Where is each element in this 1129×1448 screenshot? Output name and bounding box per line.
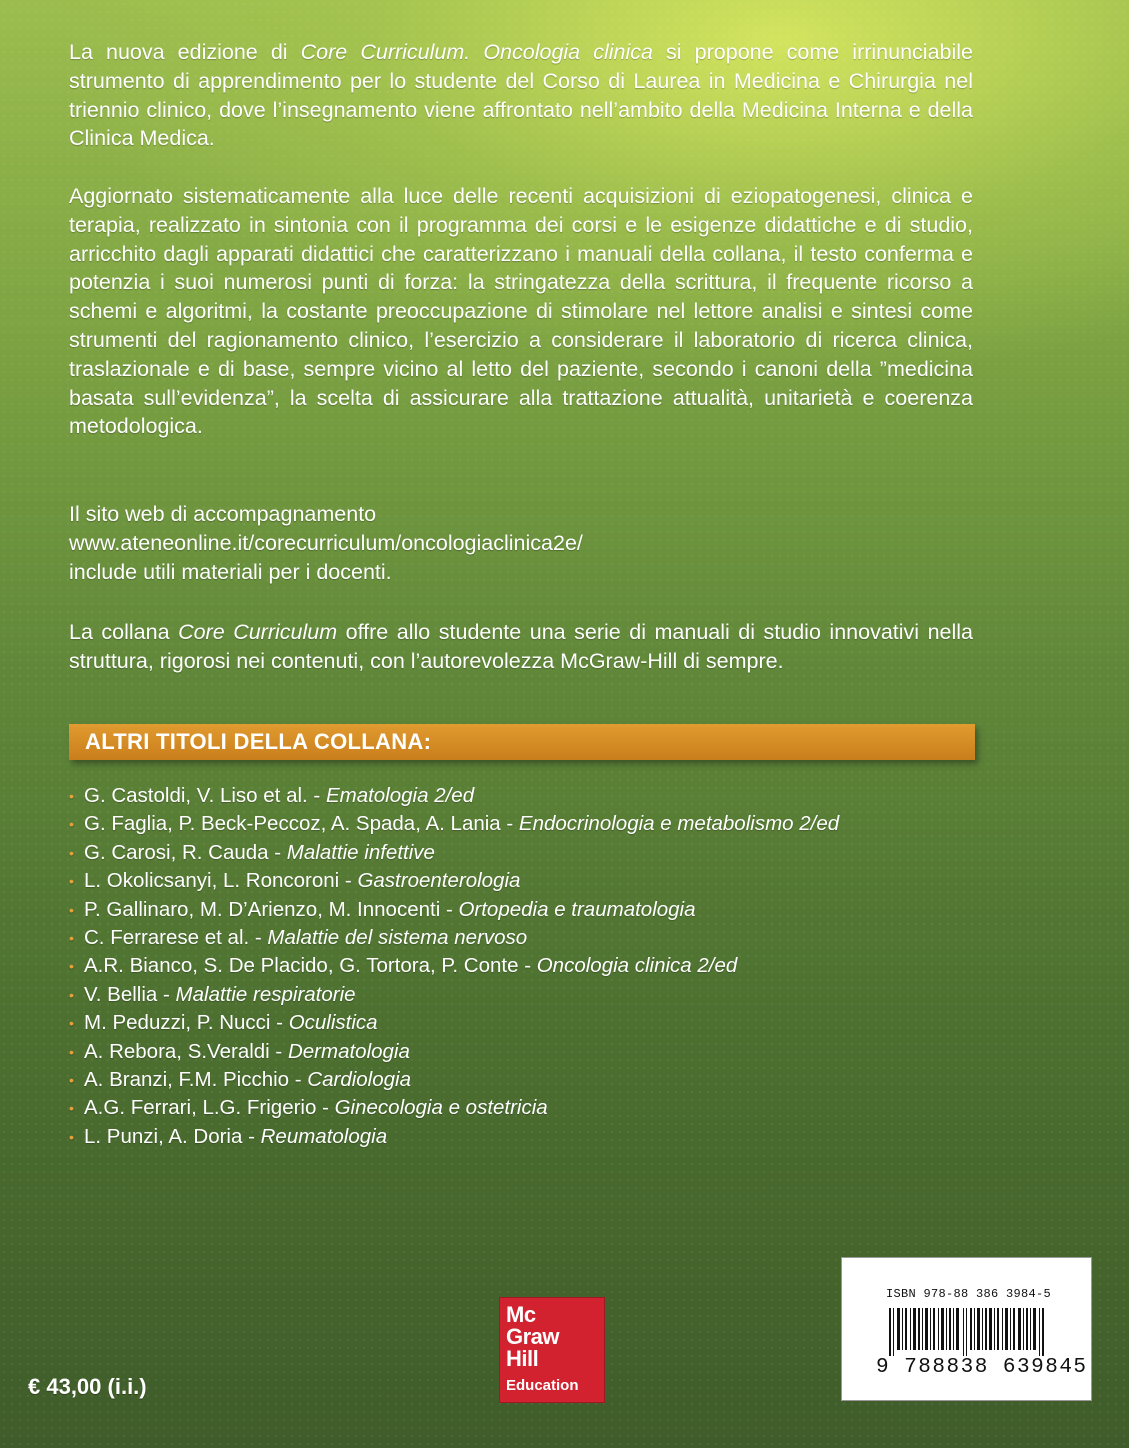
title-authors: M. Peduzzi, P. Nucci - xyxy=(84,1011,289,1035)
website-url: www.ateneonline.it/corecurriculum/oncologiaclinica2e/ xyxy=(69,530,583,555)
title-name: Malattie del sistema nervoso xyxy=(267,925,528,949)
website-paragraph xyxy=(69,500,973,586)
title-authors: G. Carosi, R. Cauda - xyxy=(84,840,287,864)
other-titles-banner xyxy=(69,724,975,760)
bullet-icon: • xyxy=(69,986,74,1003)
title-authors: G. Faglia, P. Beck-Peccoz, A. Spada, A. Lania - xyxy=(84,812,519,836)
title-name: Oculistica xyxy=(288,1011,378,1035)
title-name: Gastroenterologia xyxy=(357,869,521,893)
list-item xyxy=(69,1123,839,1151)
series-paragraph xyxy=(69,618,973,676)
title-authors: L. Punzi, A. Doria - xyxy=(84,1124,261,1148)
series-name-italic: Core Curriculum xyxy=(178,620,338,644)
bullet-icon: • xyxy=(69,1071,74,1088)
list-item xyxy=(69,839,839,867)
bullet-icon: • xyxy=(69,901,74,918)
title-authors: A.R. Bianco, S. De Placido, G. Tortora, P. Conte - xyxy=(84,954,537,978)
title-name: Dermatologia xyxy=(287,1039,410,1063)
book-title-italic: Core Curriculum. Oncologia clinica xyxy=(300,40,653,64)
website-note: include utili materiali per i docenti. xyxy=(69,559,392,584)
title-authors: A. Rebora, S.Veraldi - xyxy=(84,1039,288,1063)
list-item xyxy=(69,867,839,895)
list-item xyxy=(69,952,839,980)
list-item xyxy=(69,1066,839,1094)
intro-text: si propone come irrinunciabile strumento di apprendimento per lo studente del Corso di Laurea in Medicina e Chirurgia nel triennio clinico, dove l’insegnamento viene affrontato nell’ambito della Medicina Interna e della Clinica Medica. xyxy=(69,40,973,151)
title-name: Malattie respiratorie xyxy=(175,982,356,1006)
list-item xyxy=(69,896,839,924)
title-name: Endocrinologia e metabolismo 2/ed xyxy=(518,812,840,836)
bullet-icon: • xyxy=(69,788,74,804)
title-name: Ematologia 2/ed xyxy=(325,784,475,807)
intro-paragraph-2: Aggiornato sistematicamente alla luce delle recenti acquisizioni di eziopatogenesi, clinica e terapia, realizzato in sintonia con il programma dei corsi e le esigenze didattiche e di studio, arricchito dagli apparati didattici che caratterizzano i manuali della collana, il testo conferma e potenzia i suoi numerosi punti di forza: la stringatezza della scrittura, il frequente ricorso a schemi e algoritmi, la costante preoccupazione di stimolare nel lettore analisi e sintesi come strumenti del ragionamento clinico, l’esercizio a considerare il laboratorio di ricerca clinica, traslazionale e di base, sempre vicino al letto del paziente, secondo i canoni della ”medicina basata sull’evidenza”, la scelta di assicurare alla trattazione attualità, unitarietà e coerenza metodologica. xyxy=(69,184,973,439)
bullet-icon: • xyxy=(69,873,74,890)
list-item xyxy=(69,981,839,1009)
barcode-panel xyxy=(841,1257,1092,1401)
title-name: Malattie infettive xyxy=(286,840,435,864)
title-authors: A. Branzi, F.M. Picchio - xyxy=(84,1067,308,1091)
ean-number: 9 788838 639845 xyxy=(876,1356,1088,1379)
bullet-icon: • xyxy=(69,1128,74,1145)
title-name: Ginecologia e ostetricia xyxy=(334,1096,548,1120)
logo-line-4: Education xyxy=(506,1377,579,1394)
bullet-icon: • xyxy=(69,958,74,975)
bullet-icon: • xyxy=(69,844,74,861)
barcode-icon xyxy=(889,1308,1047,1356)
bullet-icon: • xyxy=(69,1015,74,1032)
title-name: Oncologia clinica 2/ed xyxy=(536,954,738,978)
intro-paragraph-1 xyxy=(69,38,973,153)
title-authors: L. Okolicsanyi, L. Roncoroni - xyxy=(84,869,358,893)
list-item xyxy=(69,1038,839,1066)
title-authors: V. Bellia - xyxy=(84,982,176,1006)
bullet-icon: • xyxy=(69,1100,74,1117)
list-item xyxy=(69,924,839,952)
series-text: offre allo studente una serie di manuali di studio innovativi nella struttura, rigorosi nei contenuti, con l’autorevolezza McGraw-Hill di sempre. xyxy=(69,620,973,673)
list-item xyxy=(69,1094,839,1122)
list-item xyxy=(69,782,839,810)
intro-text: La nuova edizione di xyxy=(69,40,301,64)
isbn-label: ISBN 978-88 386 3984-5 xyxy=(886,1287,1052,1301)
other-titles-heading: ALTRI TITOLI DELLA COLLANA: xyxy=(85,729,432,754)
series-text: La collana xyxy=(69,620,179,644)
bullet-icon: • xyxy=(69,929,74,946)
bullet-icon: • xyxy=(69,816,74,833)
title-authors: G. Castoldi, V. Liso et al. - xyxy=(84,784,326,807)
list-item xyxy=(69,810,839,838)
bullet-icon: • xyxy=(69,1043,74,1060)
price-label: € 43,00 (i.i.) xyxy=(28,1374,147,1399)
website-intro: Il sito web di accompagnamento xyxy=(69,502,377,526)
title-authors: A.G. Ferrari, L.G. Frigerio - xyxy=(84,1096,335,1120)
title-name: Reumatologia xyxy=(260,1124,388,1148)
title-authors: C. Ferrarese et al. - xyxy=(84,925,268,949)
other-titles-list xyxy=(69,782,839,1151)
logo-line-2: Graw xyxy=(506,1324,560,1349)
logo-line-1: Mc xyxy=(506,1302,536,1327)
title-authors: P. Gallinaro, M. D’Arienzo, M. Innocenti - xyxy=(84,897,459,921)
mcgraw-hill-logo xyxy=(499,1297,605,1403)
logo-line-3: Hill xyxy=(506,1346,539,1371)
title-name: Cardiologia xyxy=(307,1067,411,1091)
list-item xyxy=(69,1009,839,1037)
title-name: Ortopedia e traumatologia xyxy=(458,897,696,921)
